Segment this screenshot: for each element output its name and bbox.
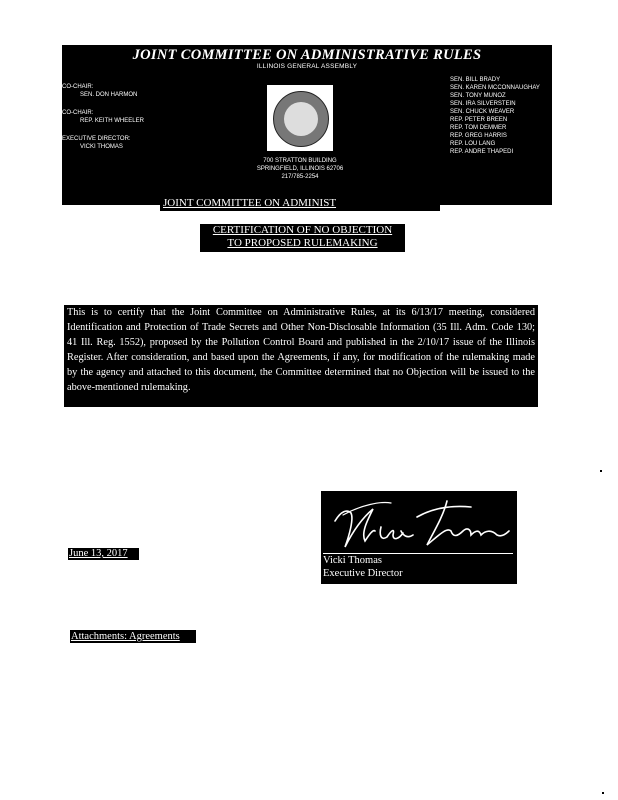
- certification-title: [200, 224, 405, 252]
- member-item: REP. GREG HARRIS: [450, 133, 507, 139]
- member-item: REP. TOM DEMMER: [450, 125, 507, 131]
- members-list: [450, 76, 540, 156]
- signature-icon: [321, 491, 517, 553]
- certification-line-1: CERTIFICATION OF NO OBJECTION: [212, 224, 393, 236]
- member-item: SEN. BILL BRADY: [450, 77, 501, 83]
- signature-block: [321, 491, 517, 584]
- committee-title: JOINT COMMITTEE ON ADMINISTRATIVE RULES: [132, 47, 482, 63]
- member-item: REP. PETER BREEN: [450, 117, 508, 123]
- member-item: REP. ANDRE THAPEDI: [450, 149, 514, 155]
- member-item: SEN. CHUCK WEAVER: [450, 109, 515, 115]
- cochair-name-2: REP. KEITH WHEELER: [80, 118, 144, 124]
- address-line-2: SPRINGFIELD, ILLINOIS 62706: [256, 166, 344, 172]
- phone-number: 217/785-2254: [281, 174, 319, 180]
- member-item: REP. LOU LANG: [450, 141, 496, 147]
- exec-director-name: VICKI THOMAS: [80, 144, 123, 150]
- cochair-label-1: CO-CHAIR:: [62, 84, 94, 90]
- address-block: [242, 157, 358, 181]
- address-line-1: 700 STRATTON BUILDING: [263, 158, 337, 164]
- attachments-note: Attachments: Agreements: [70, 630, 196, 643]
- document-heading-text: JOINT COMMITTEE ON ADMINIST: [163, 197, 337, 209]
- certification-line-2: TO PROPOSED RULEMAKING: [227, 237, 378, 249]
- member-item: SEN. KAREN MCCONNAUGHAY: [450, 85, 540, 91]
- officers-list: [62, 83, 144, 151]
- member-item: SEN. IRA SILVERSTEIN: [450, 101, 516, 107]
- signer-name: Vicki Thomas: [323, 555, 382, 566]
- letterhead: [62, 45, 552, 205]
- signature-date: June 13, 2017: [68, 548, 139, 560]
- cochair-label-2: CO-CHAIR:: [62, 110, 94, 116]
- exec-director-label: EXECUTIVE DIRECTOR:: [62, 136, 131, 142]
- state-seal: [267, 85, 333, 151]
- seal-icon: [273, 91, 329, 147]
- signer-title: Executive Director: [323, 568, 403, 579]
- document-heading: [160, 197, 440, 211]
- assembly-subtitle: ILLINOIS GENERAL ASSEMBLY: [256, 63, 358, 70]
- certification-body: This is to certify that the Joint Committee on Administrative Rules, at its 6/13/17 meeting, considered Identification and Protection of Trade Secrets and Other Non-Disclosable Information (35 Ill. Adm. Code 130; 41 Ill. Reg. 1552), proposed by the Pollution Control Board and published in the 2/10/17 issue of the Illinois Register. After consideration, and based upon the Agreements, if any, for modification of the rulemaking made by the agency and attached to this document, the Committee determined that no Objection will be issued to the above-mentioned rulemaking.: [64, 305, 538, 407]
- member-item: SEN. TONY MUNOZ: [450, 93, 506, 99]
- cochair-name-1: SEN. DON HARMON: [80, 92, 138, 98]
